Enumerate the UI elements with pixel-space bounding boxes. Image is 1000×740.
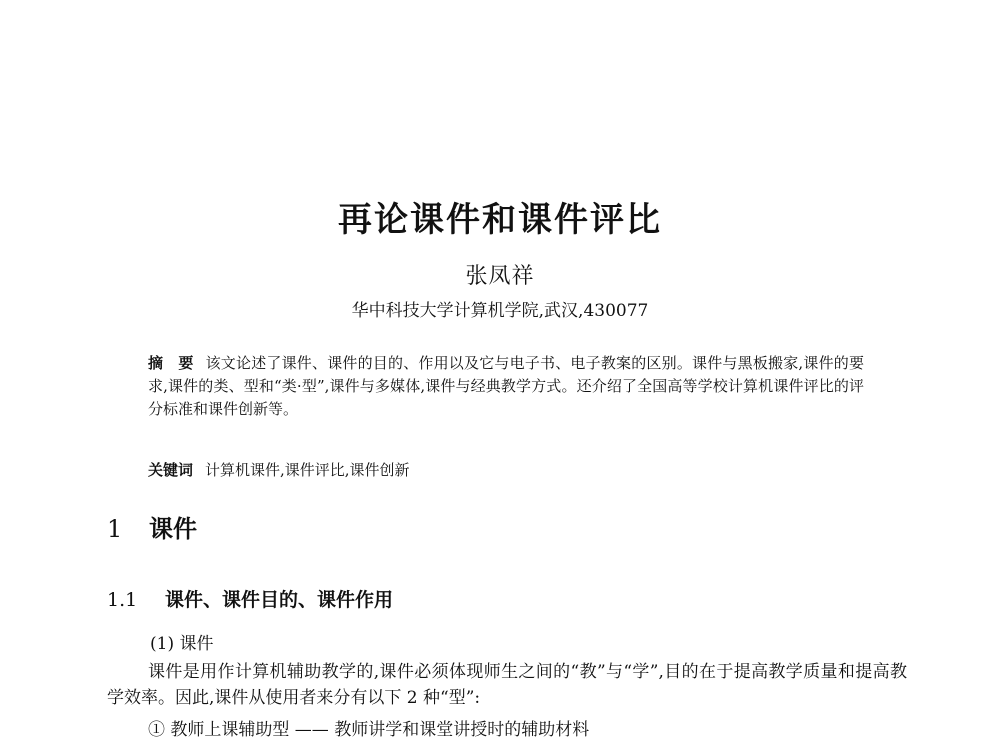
subsection-title: 课件、课件目的、课件作用: [165, 589, 394, 611]
section-number: 1: [107, 515, 123, 543]
partial-line: ① 教师上课辅助型 —— 教师讲学和课堂讲授时的辅助材料: [148, 720, 590, 740]
subsection-number: 1.1: [107, 589, 138, 611]
section-heading-1: [107, 509, 197, 544]
body-paragraph: 课件是用作计算机辅助教学的,课件必须体现师生之间的“教”与“学”,目的在于提高教学质量和提高教学效率。因此,课件从使用者来分有以下 2 种“型”:: [107, 662, 907, 708]
keywords-text: 计算机课件,课件评比,课件创新: [205, 461, 410, 479]
abstract-label: 摘 要: [148, 354, 194, 372]
keywords-block: [148, 459, 410, 480]
section-title: 课件: [149, 515, 197, 543]
author-affiliation: 华中科技大学计算机学院,武汉,430077: [351, 301, 649, 321]
author-name: 张凤祥: [465, 264, 535, 289]
item-label: (1) 课件: [150, 634, 214, 654]
subsection-heading-1-1: [107, 585, 393, 612]
abstract-block: [148, 352, 864, 421]
keywords-label: 关键词: [148, 461, 194, 479]
paper-title: 再论课件和课件评比: [338, 200, 662, 240]
abstract-text: 该文论述了课件、课件的目的、作用以及它与电子书、电子教案的区别。课件与黑板搬家,课件的要求,课件的类、型和“类·型”,课件与多媒体,课件与经典教学方式。还介绍了全国高等学校计算机课件评比的评分标准和课件创新等。: [148, 354, 864, 418]
